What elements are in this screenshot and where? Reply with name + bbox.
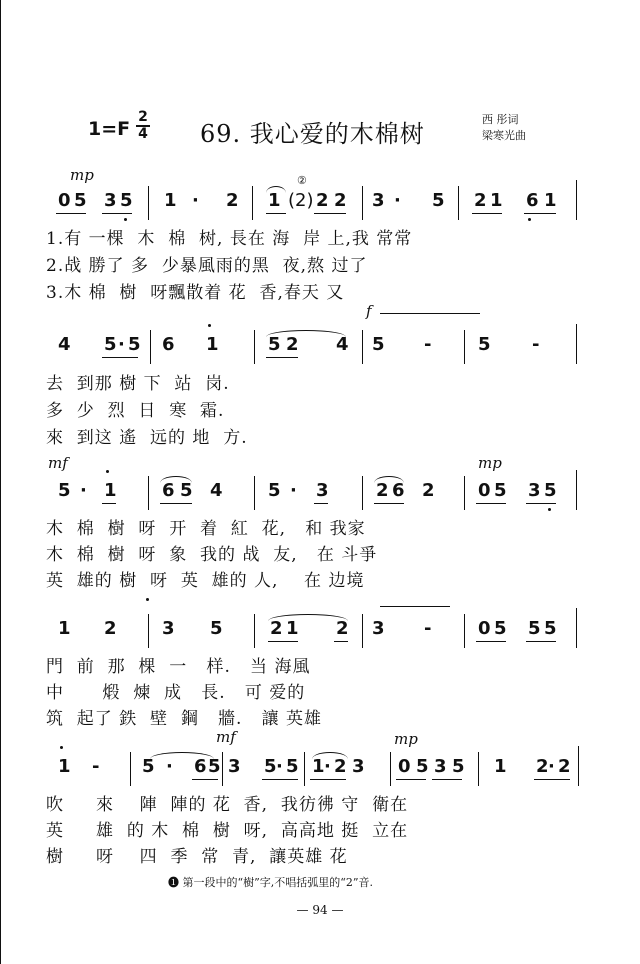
page-number: — 94 — <box>296 903 344 917</box>
system-1-notes: 0 5 3 5 1 · 2 1 (2) 2 2 3 · 5 2 1 6 1 <box>0 186 640 226</box>
lyric-line: 吹 來 陣 陣的 花 香, 我彷彿 守 衛在 <box>46 795 409 815</box>
footnote-marker: ❶ <box>168 876 179 889</box>
lyric-line: 多 少 烈 日 寒 霜. <box>46 401 225 421</box>
time-bottom: 4 <box>138 126 148 142</box>
song-title: 69. 我心爱的木棉树 <box>200 120 425 148</box>
lyric-line: 門 前 那 棵 一 样. 当 海風 <box>46 657 311 677</box>
lyric-line: 3.木 棉 樹 呀飄散着 花 香,春天 又 <box>46 283 345 303</box>
lyric-line: 筑 起了 鉄 壁 鋼 牆. 讓 英雄 <box>46 709 323 729</box>
dynamic-mark: mp <box>478 454 502 472</box>
lyric-line: 木 棉 樹 呀 开 着 紅 花, 和 我家 <box>46 519 366 539</box>
dynamic-mark: mf <box>216 728 236 746</box>
lyric-line: 木 棉 樹 呀 象 我的 战 友, 在 斗爭 <box>46 545 378 565</box>
time-top: 2 <box>138 109 148 125</box>
key-signature: 1=F <box>88 118 131 140</box>
dynamic-mark: f <box>366 302 372 320</box>
song-header <box>0 109 640 152</box>
system-5-notes: 1 - 5 · 6 5 3 5 · 5 1 · 2 3 0 5 3 5 1 2 · 2 <box>0 752 640 792</box>
lyric-line: 去 到那 樹 下 站 岗. <box>46 374 230 394</box>
footnote-text: 第一段中的“樹”字,不唱括弧里的“2”音. <box>182 876 373 889</box>
lyric-line: 中 煅 煉 成 長. 可 爱的 <box>46 683 306 703</box>
dynamic-mark: mf <box>48 454 68 472</box>
credits <box>482 112 526 144</box>
lyricist: 西 彤词 <box>482 113 519 126</box>
composer: 梁寒光曲 <box>482 129 526 142</box>
lyric-line: 樹 呀 四 季 常 青, 讓英雄 花 <box>46 847 348 867</box>
system-4-notes: 1 2 3 5 2 1 2 3 - 0 5 5 5 <box>0 614 640 654</box>
lyric-line: 來 到这 遙 远的 地 方. <box>46 428 248 448</box>
system-2-notes: 4 5 · 5 6 1 5 2 4 5 - 5 - <box>0 330 640 370</box>
lyric-line: 1.有 一棵 木 棉 树, 長在 海 岸 上,我 常常 <box>46 229 413 249</box>
dynamic-mark: mp <box>394 730 418 748</box>
footnote <box>168 874 373 890</box>
system-3-notes: 5 · 1 6 5 4 5 · 3 2 6 2 0 5 3 5 <box>0 476 640 516</box>
lyric-line: 2.战 勝了 多 少暴風雨的黑 夜,熬 过了 <box>46 256 368 276</box>
lyric-line: 英 雄 的 木 棉 樹 呀, 高高地 挺 立在 <box>46 821 409 841</box>
small-marker: ② <box>297 174 307 187</box>
dynamic-mark: mp <box>70 166 94 184</box>
lyric-line: 英 雄的 樹 呀 英 雄的 人, 在 边境 <box>46 571 365 591</box>
time-signature <box>136 110 150 142</box>
